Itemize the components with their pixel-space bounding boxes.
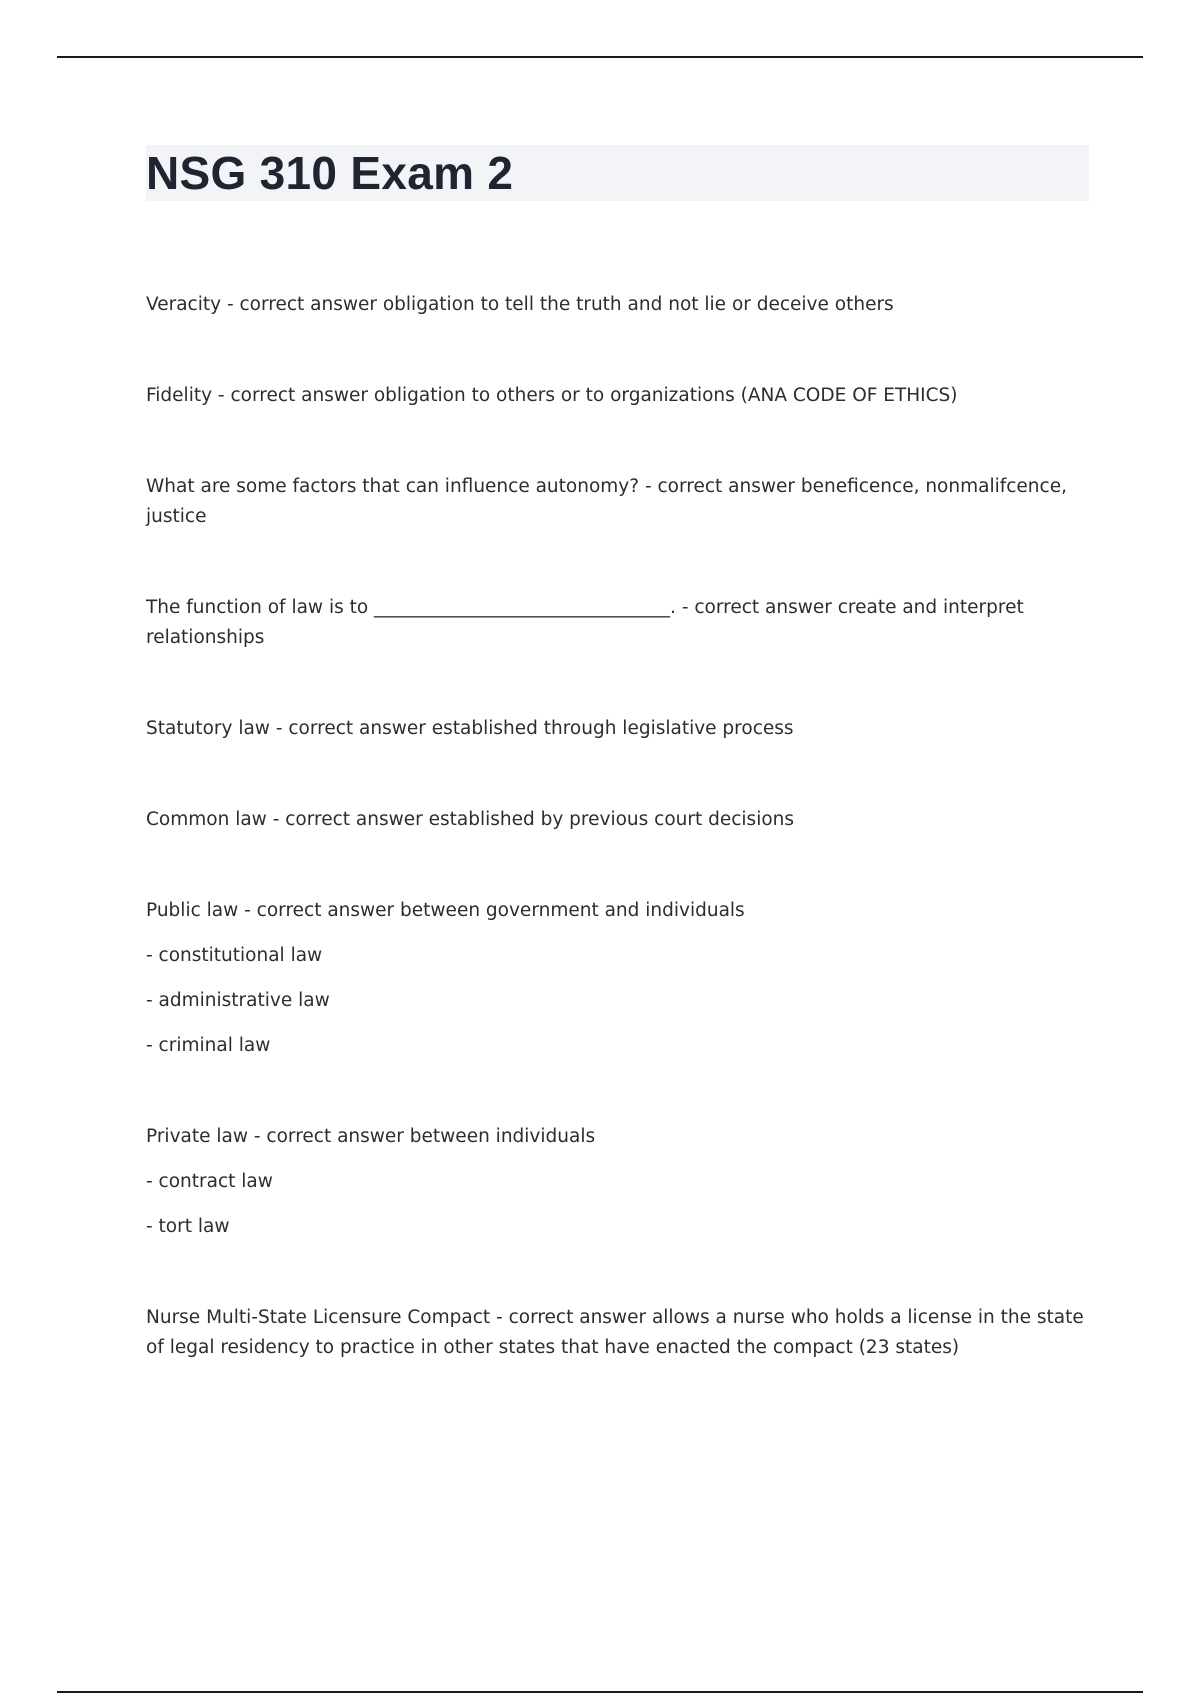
qa-answer: established by previous court decisions	[428, 809, 795, 830]
qa-term: Nurse Multi-State Licensure Compact	[146, 1307, 491, 1328]
qa-term: Private law	[146, 1126, 248, 1147]
qa-list	[146, 290, 1086, 1363]
qa-entry-fidelity	[146, 381, 1086, 411]
qa-separator: - correct answer	[269, 718, 432, 739]
qa-subitem: - tort law	[146, 1216, 230, 1237]
qa-separator: - correct answer	[212, 385, 374, 406]
qa-entry-statutory-law	[146, 714, 1086, 744]
qa-term: Public law	[146, 900, 239, 921]
qa-answer: established through legislative process	[431, 718, 794, 739]
qa-term: The function of law is to ________________________________.	[146, 597, 676, 618]
qa-separator: - correct answer	[266, 809, 429, 830]
qa-answer: beneficence, nonmalifcence, justice	[146, 476, 1067, 527]
qa-subitem: - criminal law	[146, 1035, 271, 1056]
qa-answer: between individuals	[409, 1126, 596, 1147]
qa-term: Veracity	[146, 294, 222, 315]
qa-separator: - correct answer	[639, 476, 801, 497]
qa-entry-common-law	[146, 805, 1086, 835]
qa-entry-licensure-compact	[146, 1303, 1086, 1363]
qa-answer: allows a nurse who holds a license in the state of legal residency to practice in other states that have enacted the compact (23 states)	[146, 1307, 1084, 1358]
qa-entry-veracity	[146, 290, 1086, 320]
qa-subitem: - administrative law	[146, 990, 330, 1011]
qa-separator: - correct answer	[490, 1307, 652, 1328]
qa-separator: - correct answer	[238, 900, 401, 921]
qa-separator: - correct answer	[675, 597, 838, 618]
qa-answer: create and interpret relationships	[146, 597, 1024, 648]
qa-answer: between government and individuals	[400, 900, 745, 921]
qa-separator: - correct answer	[221, 294, 383, 315]
qa-term: Statutory law	[146, 718, 270, 739]
qa-subitem: - contract law	[146, 1171, 273, 1192]
qa-entry-public-law	[146, 896, 1086, 1061]
bottom-rule	[57, 1691, 1143, 1693]
qa-term: Fidelity	[146, 385, 213, 406]
qa-answer: obligation to others or to organizations (ANA CODE OF ETHICS)	[373, 385, 958, 406]
qa-subitem: - constitutional law	[146, 945, 323, 966]
qa-entry-function-of-law	[146, 593, 1086, 653]
qa-entry-autonomy-factors	[146, 472, 1086, 532]
qa-term: What are some factors that can influence autonomy?	[146, 476, 640, 497]
qa-separator: - correct answer	[248, 1126, 410, 1147]
page-title: NSG 310 Exam 2	[146, 147, 514, 199]
qa-answer: obligation to tell the truth and not lie or deceive others	[382, 294, 894, 315]
qa-entry-private-law	[146, 1122, 1086, 1242]
qa-term: Common law	[146, 809, 267, 830]
top-rule	[57, 56, 1143, 58]
